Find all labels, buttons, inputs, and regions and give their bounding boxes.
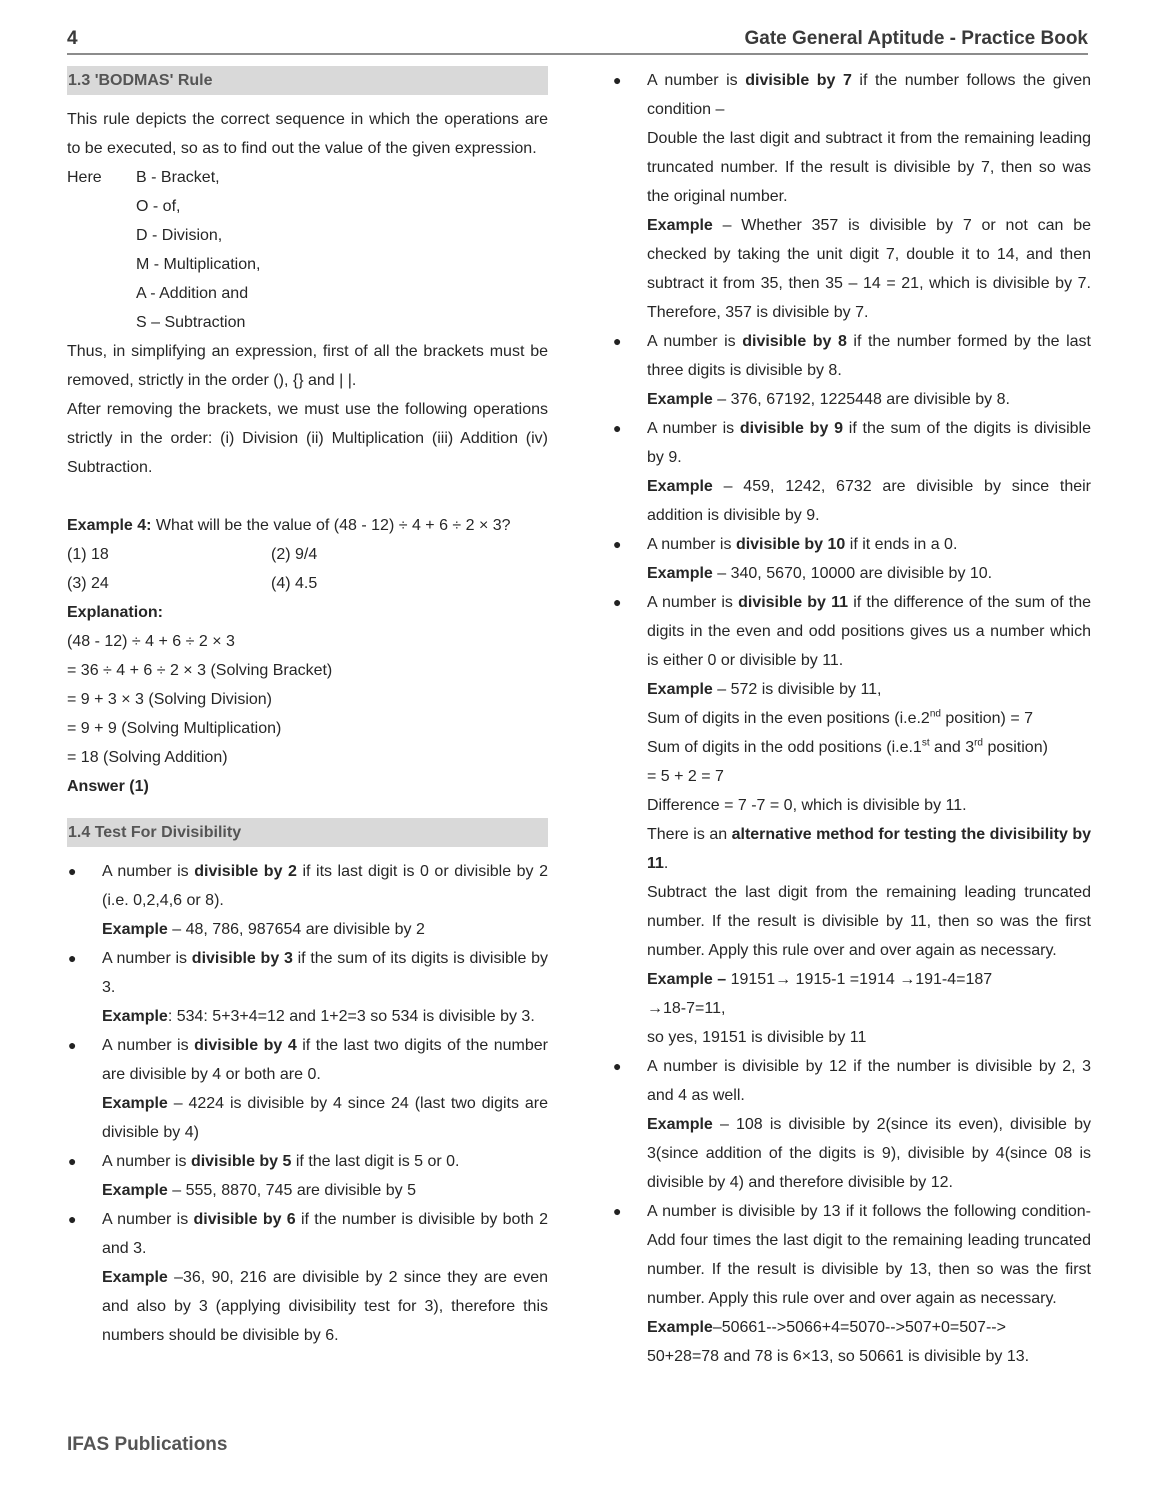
- example-4-question: [67, 511, 548, 540]
- bullet-icon: ●: [613, 1058, 622, 1074]
- example: Example – 572 is divisible by 11,: [647, 681, 882, 698]
- option-4: (4) 4.5: [271, 575, 318, 592]
- example-4-text: What will be the value of (48 - 12) ÷ 4 + 6 ÷ 2 × 3?: [151, 517, 511, 534]
- bodmas-item: D - Division,: [136, 227, 223, 244]
- divisibility-rule-13: ● A number is divisible by 13 if it follows the following condition- Add four times the last digit to the remaining leading truncated number. If the result is divisible by 13, then so was the first number. Apply this rule over and over again as necessary. Example–50661-->5066+4=5070-->507+0=507--> 50+28=78 and 78 is 6×13, so 50661 is divisible by 13.: [610, 1197, 1091, 1371]
- publisher-footer: IFAS Publications: [67, 1434, 228, 1455]
- example: Example – 555, 8870, 745 are divisible by 5: [102, 1182, 416, 1199]
- bullet-icon: ●: [68, 1211, 77, 1227]
- bullet-icon: ●: [68, 1153, 77, 1169]
- example: Example – 19151→ 1915-1 =1914 →191-4=187: [647, 971, 993, 988]
- bullet-icon: ●: [613, 72, 622, 88]
- divisibility-rule-6: ● A number is divisible by 6 if the number is divisible by both 2 and 3. Example –36, 90, 216 are divisible by 2 since they are even and also by 3 (applying divisibility test for 3), therefore this numbers should be divisible by 6.: [67, 1205, 548, 1350]
- example: Example: 534: 5+3+4=12 and 1+2=3 so 534 is divisible by 3.: [102, 1008, 535, 1025]
- divisibility-rule-11: ● A number is divisible by 11 if the difference of the sum of the digits in the even and odd positions gives us a number which is either 0 or divisible by 11. Example – 572 is divisible by 11, Sum of digits in the even positions (i.e.2nd position) = 7 Sum of digits in the odd positions (i.e.1st and 3rd position) = 5 + 2 = 7 Difference = 7 -7 = 0, which is divisible by 11. There is an alternative method for testing the divisibility by 11. Subtract the last digit from the remaining leading truncated number. If the result is divisible by 11, then so was the first number. Apply this rule over and over again as necessary. Example – 19151→ 1915-1 =1914 →191-4=187 →18-7=11, so yes, 19151 is divisible by 11: [610, 588, 1091, 1052]
- explanation-step: = 9 + 3 × 3 (Solving Division): [67, 691, 272, 708]
- example: Example–50661-->5066+4=5070-->507+0=507-->: [647, 1319, 1006, 1336]
- left-column: [67, 66, 548, 1350]
- bullet-icon: ●: [613, 536, 622, 552]
- example-conclusion: so yes, 19151 is divisible by 11: [647, 1029, 867, 1046]
- divisibility-rule-10: ● A number is divisible by 10 if it ends in a 0. Example – 340, 5670, 10000 are divisible by 10.: [610, 530, 1091, 588]
- divisibility-rule-2: ● A number is divisible by 2 if its last digit is 0 or divisible by 2 (i.e. 0,2,4,6 or 8). Example – 48, 786, 987654 are divisible by 2: [67, 857, 548, 944]
- example-4-label: Example 4:: [67, 517, 152, 534]
- divisibility-rule-7: ● A number is divisible by 7 if the number follows the given condition – Double the last digit and subtract it from the remaining leading truncated number. If the result is divisible by 7, then so was the original number. Example – Whether 357 is divisible by 7 or not can be checked by taking the unit digit 7, double it to 14, and then subtract it from 35, then 35 – 14 = 21, which is divisible by 7. Therefore, 357 is divisible by 7.: [610, 66, 1091, 327]
- alternative-method-rule: Subtract the last digit from the remaining leading truncated number. If the result is divisible by 11, then so was the first number. Apply this rule over and over again as necessary.: [647, 884, 1091, 959]
- example: Example –36, 90, 216 are divisible by 2 since they are even and also by 3 (applying divisibility test for 3), therefore this numbers should be divisible by 6.: [102, 1269, 548, 1344]
- example: Example – 108 is divisible by 2(since its even), divisible by 3(since addition of the digits is 9), divisible by 4(since 08 is divisible by 4) and therefore divisible by 12.: [647, 1116, 1091, 1191]
- example: Example – 376, 67192, 1225448 are divisible by 8.: [647, 391, 1010, 408]
- bodmas-item: A - Addition and: [136, 285, 249, 302]
- bodmas-letter-list: [67, 163, 548, 192]
- bodmas-item: B - Bracket,: [136, 169, 220, 186]
- divisibility-rule-3: ● A number is divisible by 3 if the sum of its digits is divisible by 3. Example: 534: 5+3+4=12 and 1+2=3 so 534 is divisible by 3.: [67, 944, 548, 1031]
- section-heading-bodmas: 1.3 'BODMAS' Rule: [67, 66, 548, 95]
- example: Example – 459, 1242, 6732 are divisible by since their addition is divisible by 9.: [647, 478, 1091, 524]
- example: Example – 4224 is divisible by 4 since 24 (last two digits are divisible by 4): [102, 1095, 548, 1141]
- example: Example – Whether 357 is divisible by 7 or not can be checked by taking the unit digit 7, double it to 14, and then subtract it from 35, then 35 – 14 = 21, which is divisible by 7. Therefore, 357 is divisible by 7.: [647, 217, 1091, 321]
- bodmas-item: S – Subtraction: [136, 314, 246, 331]
- bullet-icon: ●: [613, 420, 622, 436]
- divisibility-rule-8: ● A number is divisible by 8 if the number formed by the last three digits is divisible by 8. Example – 376, 67192, 1225448 are divisible by 8.: [610, 327, 1091, 414]
- bullet-icon: ●: [68, 950, 77, 966]
- bullet-icon: ●: [613, 1203, 622, 1219]
- option-2: (2) 9/4: [271, 546, 318, 563]
- bodmas-after-paragraph: After removing the brackets, we must use the following operations strictly in the order: (i) Division (ii) Multiplication (iii) Addition (iv) Subtraction.: [67, 401, 548, 476]
- explanation-step: = 18 (Solving Addition): [67, 749, 228, 766]
- even-positions-line: Sum of digits in the even positions (i.e.2nd position) = 7: [647, 708, 1034, 727]
- explanation-step: (48 - 12) ÷ 4 + 6 ÷ 2 × 3: [67, 633, 235, 650]
- bodmas-item: O - of,: [136, 198, 181, 215]
- alternative-method-intro: There is an alternative method for testing the divisibility by 11.: [647, 826, 1092, 872]
- bodmas-intro: This rule depicts the correct sequence in which the operations are to be executed, so as to find out the value of the given expression.: [67, 111, 548, 157]
- example-4-options-row: [67, 540, 548, 569]
- divisibility-rule-5: ● A number is divisible by 5 if the last digit is 5 or 0. Example – 555, 8870, 745 are divisible by 5: [67, 1147, 548, 1205]
- bullet-icon: ●: [613, 594, 622, 610]
- difference-line: Difference = 7 -7 = 0, which is divisible by 11.: [647, 797, 967, 814]
- option-3: (3) 24: [67, 575, 109, 592]
- bullet-icon: ●: [68, 1037, 77, 1053]
- page-number: 4: [67, 28, 78, 49]
- explanation-step: = 9 + 9 (Solving Multiplication): [67, 720, 282, 737]
- example-4-options-row: [67, 569, 548, 598]
- example: Example – 340, 5670, 10000 are divisible by 10.: [647, 565, 993, 582]
- section-heading-divisibility: 1.4 Test For Divisibility: [67, 818, 548, 847]
- explanation-step: = 36 ÷ 4 + 6 ÷ 2 × 3 (Solving Bracket): [67, 662, 333, 679]
- bullet-icon: ●: [613, 333, 622, 349]
- bullet-icon: ●: [68, 863, 77, 879]
- odd-positions-line: Sum of digits in the odd positions (i.e.1st and 3rd position): [647, 737, 1048, 756]
- right-column: [610, 66, 1091, 1371]
- divisibility-rule-4: ● A number is divisible by 4 if the last two digits of the number are divisible by 4 or both are 0. Example – 4224 is divisible by 4 since 24 (last two digits are divisible by 4): [67, 1031, 548, 1147]
- example-continued: →18-7=11,: [647, 1000, 726, 1017]
- divisibility-rule-12: ● A number is divisible by 12 if the number is divisible by 2, 3 and 4 as well. Example – 108 is divisible by 2(since its even), divisible by 3(since addition of the digits is 9), divisible by 4(since 08 is divisible by 4) and therefore divisible by 12.: [610, 1052, 1091, 1197]
- example: Example – 48, 786, 987654 are divisible by 2: [102, 921, 425, 938]
- rule-text: Double the last digit and subtract it from the remaining leading truncated number. If the result is divisible by 7, then so was the original number.: [647, 130, 1091, 205]
- book-title: Gate General Aptitude - Practice Book: [744, 28, 1088, 49]
- explanation-label: Explanation:: [67, 604, 164, 621]
- here-label: Here: [67, 169, 102, 186]
- option-1: (1) 18: [67, 546, 109, 563]
- odd-positions-result: = 5 + 2 = 7: [647, 768, 724, 785]
- page-header: [67, 26, 1088, 55]
- bodmas-thus-paragraph: Thus, in simplifying an expression, first of all the brackets must be removed, strictly in the order (), {} and | |.: [67, 343, 548, 389]
- bodmas-item: M - Multiplication,: [136, 256, 261, 273]
- example-continued: 50+28=78 and 78 is 6×13, so 50661 is divisible by 13.: [647, 1348, 1030, 1365]
- answer: Answer (1): [67, 778, 149, 795]
- divisibility-rule-9: ● A number is divisible by 9 if the sum of the digits is divisible by 9. Example – 459, 1242, 6732 are divisible by since their addition is divisible by 9.: [610, 414, 1091, 530]
